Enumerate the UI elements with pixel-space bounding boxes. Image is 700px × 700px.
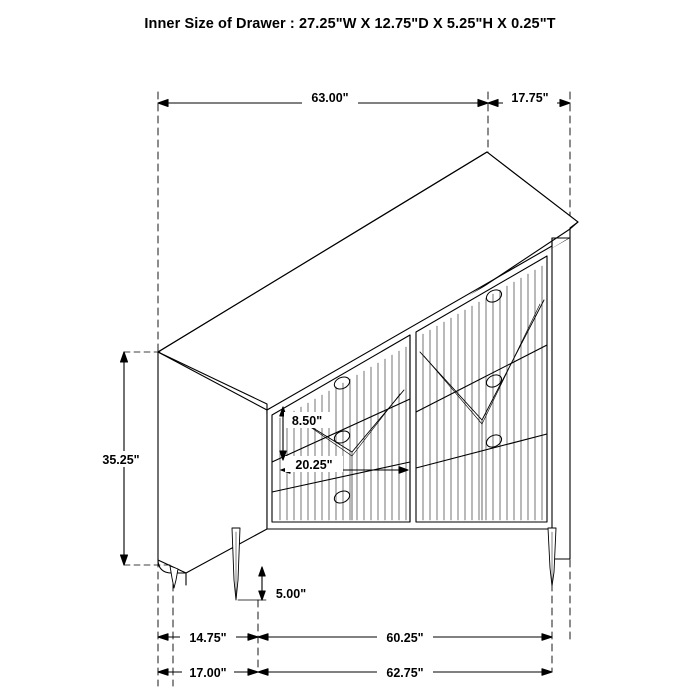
dim-bottom-left-depth-label: 14.75"	[189, 631, 227, 645]
dim-bottom-right-width-label: 60.25"	[386, 631, 424, 645]
dim-height-label: 35.25"	[102, 453, 140, 467]
dim-top-depth-label: 17.75"	[511, 91, 549, 105]
dim-bottom-outer-width-label: 62.75"	[386, 666, 424, 680]
dim-top-width-label: 63.00"	[311, 91, 349, 105]
dim-leg-height-label: 5.00"	[275, 587, 307, 601]
dim-bottom-outer-depth-label: 17.00"	[189, 666, 227, 680]
page-title: Inner Size of Drawer : 27.25"W X 12.75"D X 5.25"H X 0.25"T	[144, 16, 556, 32]
dim-drawer-width-label: 20.25"	[295, 458, 333, 472]
dim-drawer-height-label: 8.50"	[291, 414, 323, 428]
